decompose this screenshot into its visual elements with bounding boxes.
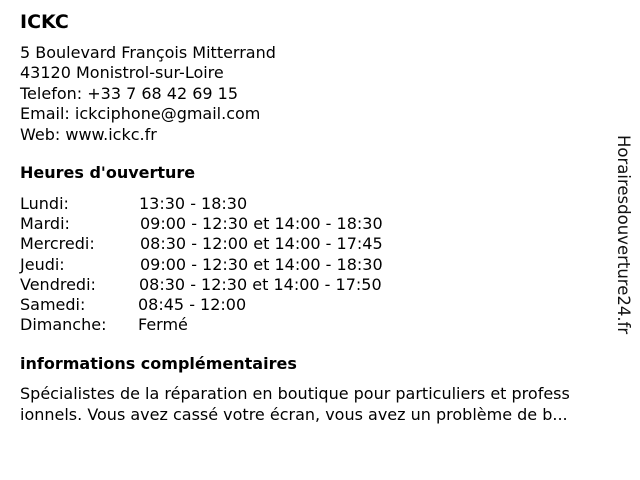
hours-row-monday [20, 194, 383, 214]
time-value: 08:30 - 12:00 et 14:00 - 17:45 [140, 234, 383, 254]
business-name: ICKC [20, 11, 69, 33]
address-line-2: 43120 Monistrol-sur-Loire [20, 63, 224, 83]
additional-info-heading: informations complémentaires [20, 354, 297, 373]
time-value: 09:00 - 12:30 et 14:00 - 18:30 [140, 254, 383, 274]
day-label: Mercredi: [20, 234, 95, 254]
watermark-text: Horairesdouverture24.fr [614, 135, 633, 335]
day-label: Lundi: [20, 194, 69, 213]
day-label: Vendredi: [20, 274, 96, 294]
web-line: Web: www.ickc.fr [20, 124, 157, 144]
description-line-1: Spécialistes de la réparation en boutique pour particuliers et profess [20, 384, 570, 403]
day-label: Mardi: [20, 214, 70, 234]
time-value: 08:30 - 12:30 et 14:00 - 17:50 [139, 274, 382, 294]
time-value: 09:00 - 12:30 et 14:00 - 18:30 [140, 214, 383, 234]
opening-hours-heading: Heures d'ouverture [20, 163, 196, 182]
email-line: Email: ickciphone@gmail.com [20, 104, 261, 124]
additional-info-text [20, 384, 620, 425]
address-line-1: 5 Boulevard François Mitterrand [20, 43, 276, 62]
description-line-2: ionnels. Vous avez cassé votre écran, vous avez un problème de b... [20, 404, 568, 424]
time-value: 08:45 - 12:00 [138, 295, 247, 315]
hours-row-friday [20, 275, 383, 295]
time-value: Fermé [138, 315, 188, 335]
hours-row-thursday [20, 255, 383, 275]
site-watermark [612, 135, 634, 371]
time-value: 13:30 - 18:30 [139, 194, 248, 213]
contact-block [20, 43, 276, 145]
hours-row-wednesday [20, 234, 383, 254]
day-label: Samedi: [20, 295, 86, 315]
day-label: Jeudi: [20, 254, 65, 274]
hours-row-saturday [20, 295, 383, 315]
opening-hours-table [20, 194, 383, 335]
phone-line: Telefon: +33 7 68 42 69 15 [20, 83, 239, 103]
hours-row-tuesday [20, 214, 383, 234]
day-label: Dimanche: [20, 315, 107, 335]
hours-row-sunday [20, 315, 383, 335]
